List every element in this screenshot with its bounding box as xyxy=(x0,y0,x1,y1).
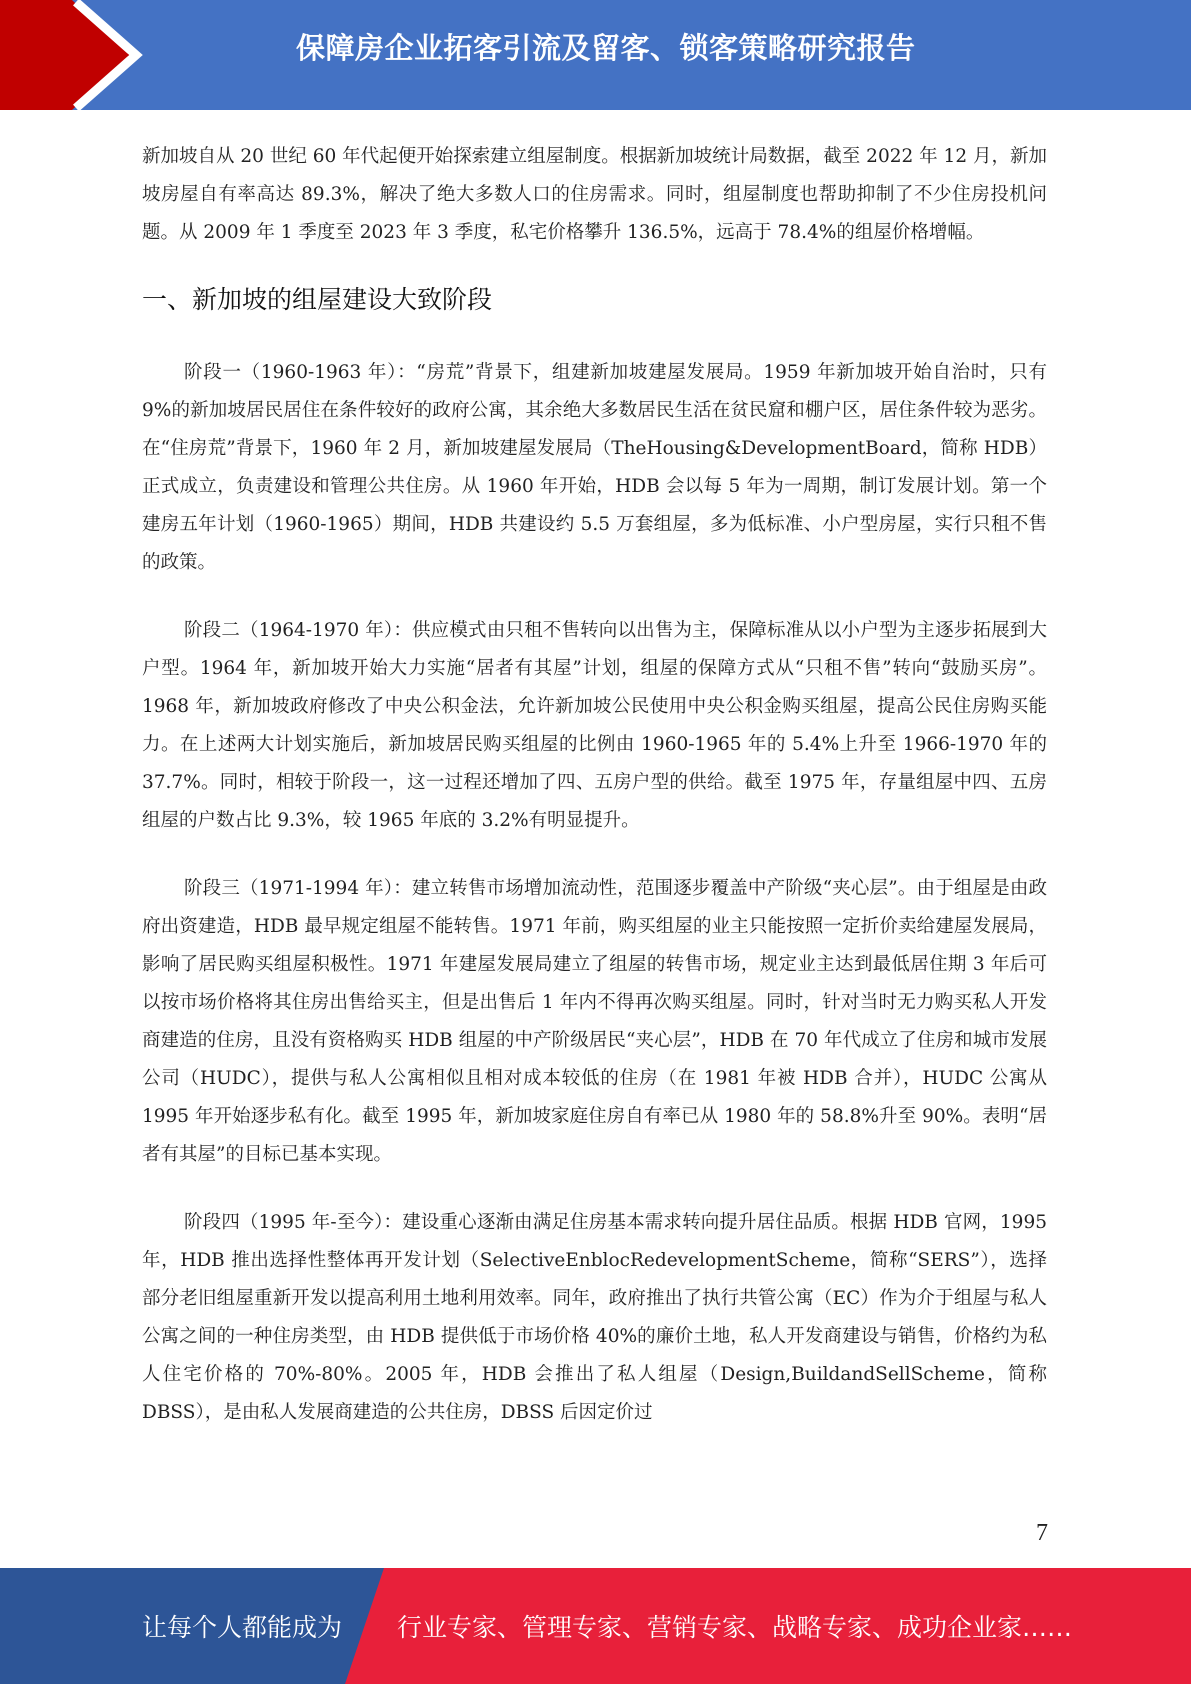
page-header xyxy=(0,0,1191,110)
stage-paragraph-3: 阶段三（1971-1994 年）：建立转售市场增加流动性，范围逐步覆盖中产阶级“夹心层”。由于组屋是由政府出资建造，HDB 最早规定组屋不能转售。1971 年前，购买组屋的业主只能按照一定折价卖给建屋发展局，影响了居民购买组屋积极性。1971 年建屋发展局建立了组屋的转售市场，规定业主达到最低居住期 3 年后可以按市场价格将其住房出售给买主，但是出售后 1 年内不得再次购买组屋。同时，针对当时无力购买私人开发商建造的住房，且没有资格购买 HDB 组屋的中产阶级居民“夹心层”，HDB 在 70 年代成立了住房和城市发展公司（HUDC），提供与私人公寓相似且相对成本较低的住房（在 1981 年被 HDB 合并），HUDC 公寓从 1995 年开始逐步私有化。截至 1995 年，新加坡家庭住房自有率已从 1980 年的 58.8%升至 90%。表明“居者有其屋”的目标已基本实现。 xyxy=(142,878,1047,1165)
document-title: 保障房企业拓客引流及留客、锁客策略研究报告 xyxy=(296,31,916,65)
header-chevron-logo xyxy=(0,0,160,110)
stage-paragraph-1: 阶段一（1960-1963 年）：“房荒”背景下，组建新加坡建屋发展局。1959 年新加坡开始自治时，只有 9%的新加坡居民居住在条件较好的政府公寓，其余绝大多数居民生活在贫民窟和棚户区，居住条件较为恶劣。在“住房荒”背景下，1960 年 2 月，新加坡建屋发展局（TheHousing&DevelopmentBoard，简称 HDB）正式成立，负责建设和管理公共住房。从 1960 年开始，HDB 会以每 5 年为一周期，制订发展计划。第一个建房五年计划（1960-1965）期间，HDB 共建设约 5.5 万套组屋，多为低标准、小户型房屋，实行只租不售的政策。 xyxy=(142,362,1047,573)
page-footer xyxy=(0,1568,1191,1684)
stage-paragraph-4: 阶段四（1995 年-至今）：建设重心逐渐由满足住房基本需求转向提升居住品质。根据 HDB 官网，1995 年，HDB 推出选择性整体再开发计划（SelectiveEnblocRedevelopmentScheme，简称“SERS”），选择部分老旧组屋重新开发以提高利用土地利用效率。同年，政府推出了执行共管公寓（EC）作为介于组屋与私人公寓之间的一种住房类型，由 HDB 提供低于市场价格 40%的廉价土地，私人开发商建设与销售，价格约为私人住宅价格的 70%-80%。2005 年，HDB 会推出了私人组屋（Design,BuildandSellScheme，简称 DBSS），是由私人发展商建造的公共住房，DBSS 后因定价过 xyxy=(142,1212,1047,1423)
footer-slogan-left: 让每个人都能成为 xyxy=(142,1613,343,1642)
section-heading: 一、新加坡的组屋建设大致阶段 xyxy=(142,285,493,314)
stage-paragraph-2: 阶段二（1964-1970 年）：供应模式由只租不售转向以出售为主，保障标准从以小户型为主逐步拓展到大户型。1964 年，新加坡开始大力实施“居者有其屋”计划，组屋的保障方式从“只租不售”转向“鼓励买房”。1968 年，新加坡政府修改了中央公积金法，允许新加坡公民使用中央公积金购买组屋，提高公民住房购买能力。在上述两大计划实施后，新加坡居民购买组屋的比例由 1960-1965 年的 5.4%上升至 1966-1970 年的 37.7%。同时，相较于阶段一，这一过程还增加了四、五房户型的供给。截至 1975 年，存量组屋中四、五房组屋的户数占比 9.3%，较 1965 年底的 3.2%有明显提升。 xyxy=(142,620,1047,831)
page-number: 7 xyxy=(1036,1520,1048,1546)
intro-paragraph: 新加坡自从 20 世纪 60 年代起便开始探索建立组屋制度。根据新加坡统计局数据，截至 2022 年 12 月，新加坡房屋自有率高达 89.3%，解决了绝大多数人口的住房需求。同时，组屋制度也帮助抑制了不少住房投机问题。从 2009 年 1 季度至 2023 年 3 季度，私宅价格攀升 136.5%，远高于 78.4%的组屋价格增幅。 xyxy=(142,146,1047,243)
main-content xyxy=(142,138,1047,1462)
header-red-shape xyxy=(0,0,130,110)
footer-slogan-right: 行业专家、管理专家、营销专家、战略专家、成功企业家…… xyxy=(397,1613,1073,1642)
